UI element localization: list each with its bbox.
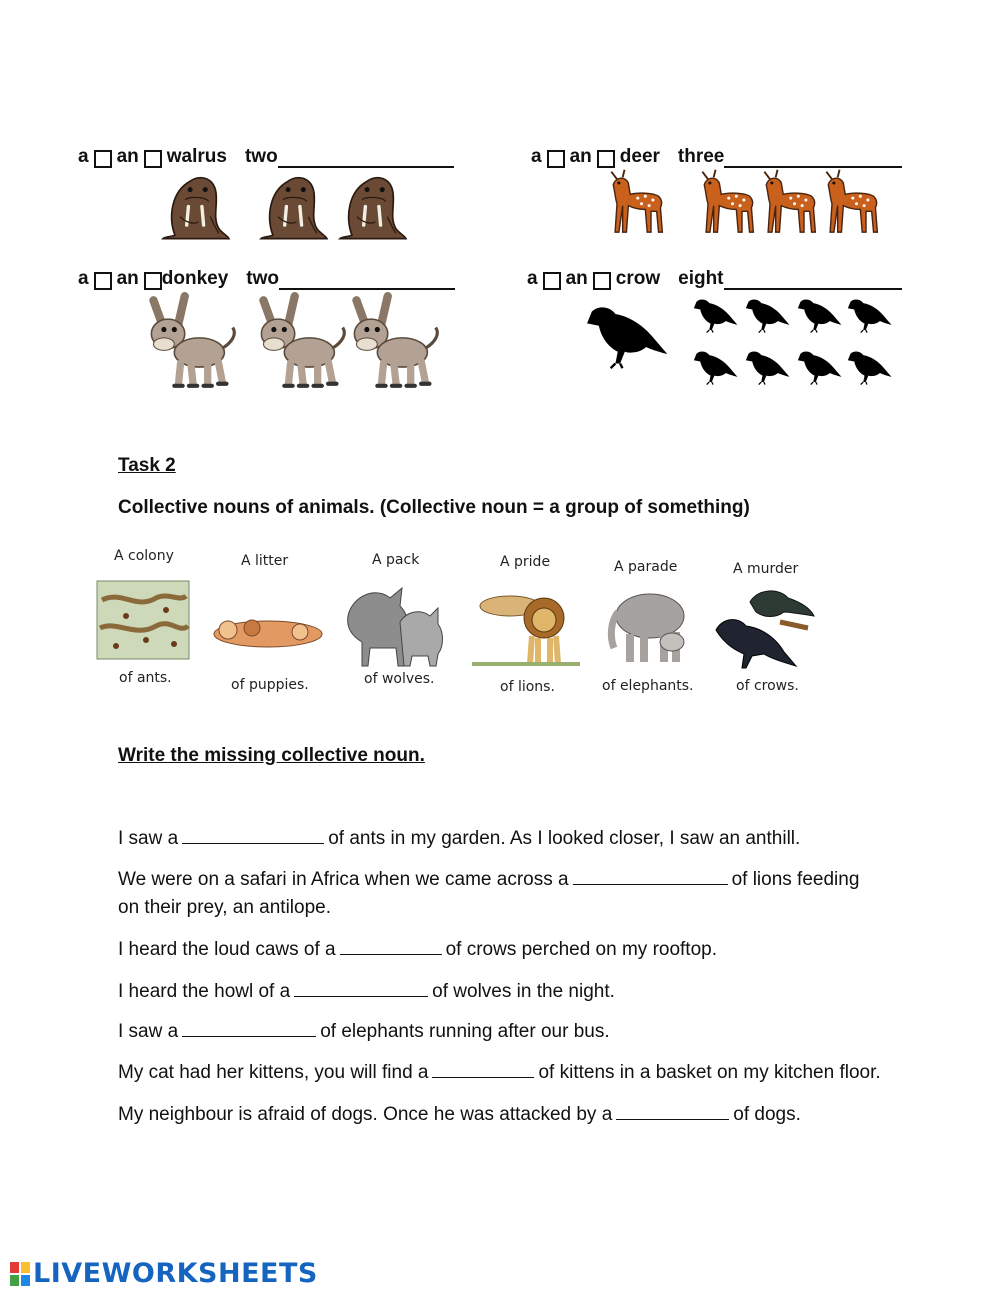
liveworksheets-logo[interactable] [10,1258,318,1289]
article-a-label: a [527,268,538,289]
crow-image [690,344,740,388]
donkey-image [346,292,442,390]
sentence [118,1101,878,1129]
sentence-text: of lions feeding on their prey, an antilope. [118,869,860,918]
card-top-label: A parade [614,559,678,575]
article-a-checkbox[interactable] [547,150,565,168]
sentence [118,1018,878,1046]
sentence-text: of wolves in the night. [432,981,615,1002]
sentence-text: I saw a [118,828,179,849]
walrus-row [78,146,454,168]
crow-image [742,292,792,336]
sentence-text: We were on a safari in Africa when we came across a [118,869,569,890]
article-a-label: a [78,146,89,167]
sentence-text: of crows perched on my rooftop. [445,939,718,960]
count-label: two [246,268,280,289]
sentence [118,936,878,964]
card-top-label: A pack [372,552,420,568]
puppies-image [210,612,326,652]
article-an-label: an [569,146,592,167]
sentence [118,866,878,922]
card-top-label: A colony [114,548,174,564]
crows-image [710,582,816,674]
donkey-row [78,268,455,290]
count-label: eight [678,268,724,289]
card-bottom-label: of lions. [500,679,555,695]
count-label: two [244,146,278,167]
sentence-text: of elephants running after our bus. [320,1021,610,1042]
noun-label: crow [615,268,661,289]
sentence-text: I saw a [118,1021,179,1042]
noun-label: walrus [166,146,227,167]
answer-blank[interactable] [294,980,428,997]
answer-blank[interactable] [432,1061,534,1078]
crow-image [742,344,792,388]
crow-image [844,344,894,388]
donkey-image [143,292,239,390]
crow-row [527,268,902,290]
card-top-label: A pride [500,554,551,570]
crow-image [844,292,894,336]
answer-blank[interactable] [616,1103,729,1120]
card-bottom-label: of puppies. [231,677,309,693]
card-top-label: A litter [241,553,289,569]
deer-image [812,166,886,234]
instruction-heading: Write the missing collective noun. [118,745,425,766]
wolves-image [340,576,452,668]
card-bottom-label: of elephants. [602,678,694,694]
sentence-text: I heard the loud caws of a [118,939,336,960]
lions-image [470,576,582,670]
walrus-image [332,166,414,242]
card-top-label: A murder [733,561,799,577]
sentence [118,1059,918,1087]
count-label: three [677,146,725,167]
noun-label: deer [619,146,660,167]
sentence-text: of ants in my garden. As I looked closer, I saw an anthill. [328,828,801,849]
logo-text: LIVEWORKSHEETS [33,1258,318,1289]
article-an-label: an [116,146,139,167]
crow-image [690,292,740,336]
sentence-text: My cat had her kittens, you will find a [118,1062,429,1083]
article-a-checkbox[interactable] [94,150,112,168]
logo-blocks-icon [10,1262,30,1286]
crow-image [794,292,844,336]
walrus-image [253,166,335,242]
deer-image [597,166,671,234]
article-an-checkbox[interactable] [144,272,162,290]
card-bottom-label: of wolves. [364,671,435,687]
sentence [118,825,878,853]
article-an-label: an [565,268,588,289]
elephants-image [604,582,690,668]
sentence-text: I heard the howl of a [118,981,291,1002]
answer-blank[interactable] [182,827,324,844]
sentence [118,978,878,1006]
sentence-text: My neighbour is afraid of dogs. Once he was attacked by a [118,1104,613,1125]
task-title: Task 2 [118,455,176,476]
article-a-label: a [78,268,89,289]
deer-row [531,146,902,168]
plural-answer-field[interactable] [279,270,455,290]
crow-image [580,292,672,376]
article-a-checkbox[interactable] [94,272,112,290]
plural-answer-field[interactable] [724,148,902,168]
walrus-image [155,166,237,242]
sentence-text: of kittens in a basket on my kitchen floor. [538,1062,881,1083]
plural-answer-field[interactable] [724,270,902,290]
ant-colony-image [96,580,190,660]
sentence-text: of dogs. [733,1104,801,1125]
answer-blank[interactable] [573,868,728,885]
answer-blank[interactable] [340,938,442,955]
task-subtitle: Collective nouns of animals. (Collective noun = a group of something) [118,497,750,518]
article-an-label: an [116,268,139,289]
card-bottom-label: of ants. [119,670,172,686]
article-a-checkbox[interactable] [543,272,561,290]
plural-answer-field[interactable] [278,148,454,168]
article-an-checkbox[interactable] [593,272,611,290]
donkey-image [253,292,349,390]
card-bottom-label: of crows. [736,678,799,694]
noun-label: donkey [161,268,229,289]
article-a-label: a [531,146,542,167]
answer-blank[interactable] [182,1020,316,1037]
crow-image [794,344,844,388]
